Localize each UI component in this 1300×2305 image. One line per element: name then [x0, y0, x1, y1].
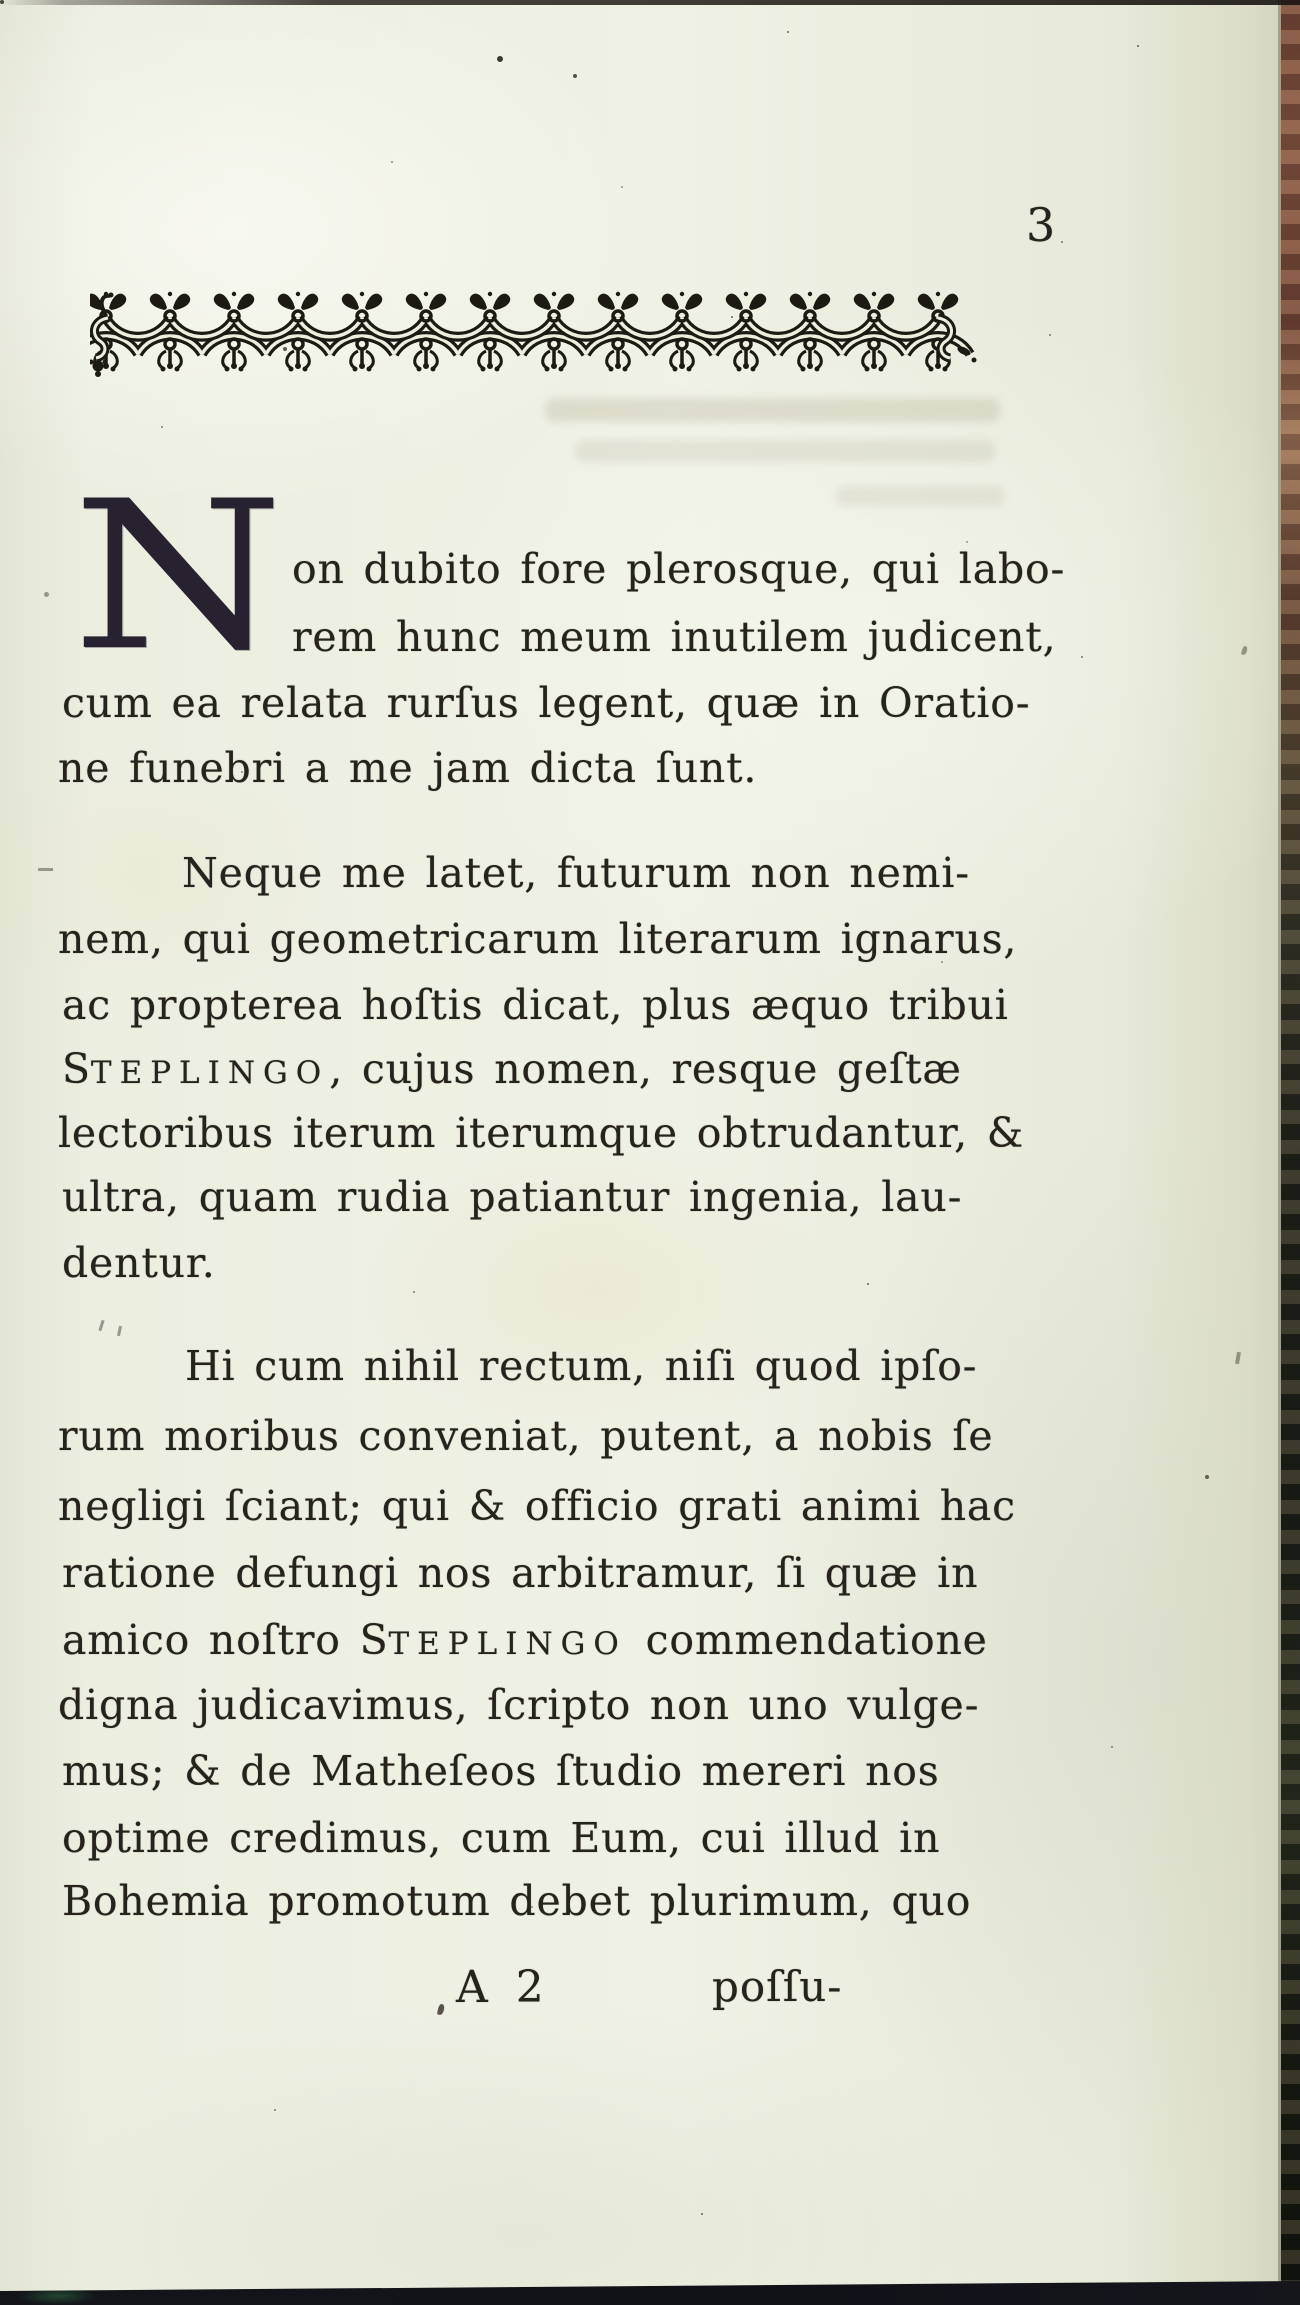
- text-line: optime credimus, cum Eum, cui illud in: [62, 1814, 941, 1862]
- text-line: rum moribus conveniat, putent, a nobis ſe: [58, 1412, 994, 1460]
- text-line: nem, qui geometricarum literarum ignarus,: [58, 915, 1018, 963]
- text-line: amico noſtro STEPLINGO commendatione: [62, 1616, 988, 1664]
- text-line: Hi cum nihil rectum, niſi quod ipſo-: [185, 1342, 978, 1390]
- book-edge-right: [1281, 0, 1300, 2305]
- text-line: STEPLINGO, cujus nomen, resque geſtæ: [62, 1045, 962, 1093]
- text-line: digna judicavimus, ſcripto non uno vulge-: [58, 1681, 980, 1729]
- drop-cap-initial: N: [72, 458, 284, 696]
- text-line: ne funebri a me jam dicta ſunt.: [58, 744, 758, 792]
- text-line: dentur.: [62, 1239, 216, 1287]
- text-line: on dubito fore plerosque, qui labo-: [292, 545, 1066, 593]
- text-line: rem hunc meum inutilem judicent,: [292, 613, 1057, 661]
- text-line: Bohemia promotum debet plurimum, quo: [62, 1877, 972, 1925]
- text-line: negligi ſciant; qui & officio grati animi hac: [58, 1482, 1016, 1530]
- page-number: 3: [1026, 198, 1056, 252]
- text-line: mus; & de Matheſeos ſtudio mereri nos: [62, 1747, 940, 1795]
- text-line: lectoribus iterum iterumque obtrudantur, &: [58, 1109, 1025, 1157]
- text-line: Neque me latet, futurum non nemi-: [182, 849, 970, 897]
- text-line: ac propterea hoſtis dicat, plus æquo tribui: [62, 981, 1009, 1029]
- text-line: ratione defungi nos arbitramur, ſi quæ in: [62, 1549, 979, 1597]
- text-line: cum ea relata rurſus legent, quæ in Oratio-: [62, 679, 1031, 727]
- catchword: poſſu-: [712, 1962, 843, 2011]
- text-line: ultra, quam rudia patiantur ingenia, lau-: [62, 1173, 963, 1221]
- signature-mark: A 2: [456, 1962, 551, 2013]
- book-edge-top: [0, 0, 1300, 5]
